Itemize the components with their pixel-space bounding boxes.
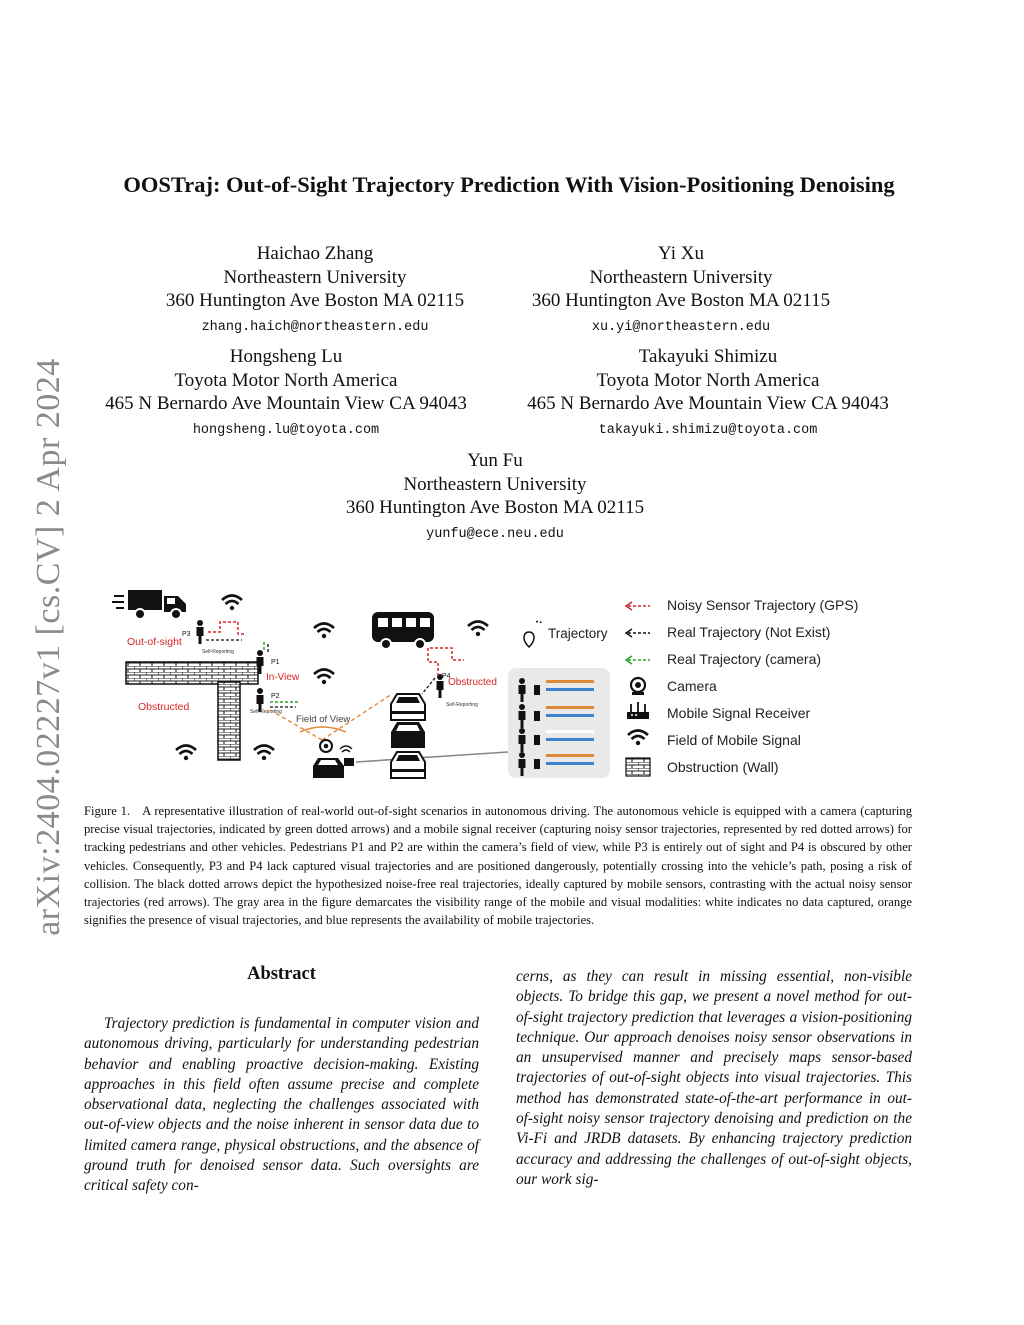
author-email[interactable]: yunfu@ece.neu.edu: [426, 526, 564, 542]
paper-title: OOSTraj: Out-of-Sight Trajectory Prediction With Vision-Positioning Denoising: [123, 172, 895, 197]
p1-label: P1: [271, 659, 280, 666]
abstract-heading: Abstract: [247, 964, 316, 984]
caption-text: A representative illustration of real-world out-of-sight scenarios in autonomous driving. The autonomous vehicle is equipped with a camera (capturing precise visual trajectories, indicated by green dotted arrows) and a mobile signal receiver (capturing noisy sensor trajectories, represented by red dotted arrows) for tracking pedestrians and other vehicles. Pedestrians P1 and P2 are within the camera’s field of view, while P3 is entirely out of sight and P4 is obscured by other vehicles. Consequently, P3 and P4 lack captured visual trajectories and are positioned dangerously, potentially crossing into the vehicle’s path, posing a risk of collision. The black dotted arrows depict the hypothesized noise-free real trajectories, ideally captured by mobile sensors, contrasting with the actual noisy sensor trajectories (red arrows). The gray area in the figure demarcates the visibility range of the mobile and visual modalities: white indicates no data captured, orange signifies the presence of visual trajectories, and blue represents the availability of mobile trajectories.: [84, 804, 912, 928]
self-reporting-label: Self-Reporting: [250, 709, 282, 715]
author-block: [508, 345, 908, 440]
wifi-icon: [314, 624, 334, 639]
author-address: 465 N Bernardo Ave Mountain View CA 94043: [527, 393, 889, 414]
p4-label: P4: [442, 673, 451, 680]
ego-vehicle-icon: [313, 740, 354, 778]
trajectory-label: Trajectory: [548, 626, 608, 641]
signal-receiver-icon: [627, 702, 649, 719]
legend-mobile-receiver: Mobile Signal Receiver: [667, 705, 811, 721]
author-name: Takayuki Shimizu: [638, 346, 778, 367]
author-address: 360 Huntington Ave Boston MA 02115: [345, 497, 645, 518]
wall-icon: [218, 682, 240, 760]
author-name: Yun Fu: [467, 450, 523, 471]
obstructed-label-right: Obstructed: [448, 677, 497, 688]
camera-icon: [631, 678, 645, 695]
author-affiliation: Northeastern University: [589, 266, 773, 288]
out-of-sight-label: Out-of-sight: [127, 636, 182, 648]
figure-legend: [626, 597, 858, 776]
truck-icon: [112, 590, 186, 619]
author-name: Haichao Zhang: [256, 243, 374, 264]
wifi-icon: [254, 746, 274, 761]
legend-real-not-exist: Real Trajectory (Not Exist): [667, 624, 831, 640]
author-email[interactable]: xu.yi@northeastern.edu: [591, 319, 771, 335]
figure-label: Figure 1.: [84, 804, 131, 818]
pedestrian-p3-icon: [197, 620, 204, 644]
author-email[interactable]: hongsheng.lu@toyota.com: [192, 422, 380, 438]
author-block: [140, 242, 490, 337]
in-view-label: In-View: [266, 672, 300, 683]
author-address: 465 N Bernardo Ave Mountain View CA 94043: [105, 393, 467, 414]
p2-label: P2: [271, 693, 280, 700]
self-reporting-label: Self-Reporting: [202, 649, 234, 655]
author-affiliation: Toyota Motor North America: [596, 369, 820, 391]
legend-noisy-gps: Noisy Sensor Trajectory (GPS): [667, 597, 859, 613]
bus-icon: [372, 612, 434, 649]
author-block: [320, 449, 670, 544]
figure-1: [110, 582, 920, 782]
legend-camera: Camera: [667, 678, 717, 694]
abstract-column-1: Trajectory prediction is fundamental in computer vision and autonomous driving, particularly for understanding pedestrian behavior and enabling proactive decision-making. Existing approaches in this field often assume precise and complete observational data, neglecting the challenges associated with out-of-view objects and the noise inherent in sensor data due to limited camera range, physical obstructions, and the absence of ground truth for denoised sensor data. Such oversights are critical safety con-: [84, 1015, 479, 1195]
field-of-view-label: Field of View: [296, 714, 351, 725]
car-icon: [391, 694, 425, 720]
author-affiliation: Toyota Motor North America: [174, 369, 398, 391]
scenario-illustration: [110, 582, 920, 782]
wifi-icon: [222, 596, 242, 611]
arxiv-watermark: arXiv:2404.02227v1 [cs.CV] 2 Apr 2024: [30, 358, 67, 936]
wifi-icon: [314, 670, 334, 685]
figure-caption: [84, 802, 912, 929]
car-icon: [391, 722, 425, 748]
author-affiliation: Northeastern University: [403, 473, 587, 495]
author-email[interactable]: zhang.haich@northeastern.edu: [201, 319, 429, 335]
wifi-icon: [628, 731, 648, 746]
wifi-icon: [468, 622, 488, 637]
abstract-column-2: cerns, as they can result in missing essential, non-visible objects. To bridge this gap, we present a novel method for out-of-sight trajectory prediction that leverages a vision-positioning technique. Our approach denoises noisy sensor observations in an unsupervised manner and precisely maps sensor-based trajectories of out-of-sight objects into visual trajectories. This method has demonstrated state-of-the-art performance in out-of-sight noisy sensor trajectory denoising and prediction on the Vi-Fi and JRDB datasets. By enhancing trajectory prediction accuracy and addressing the challenges of out-of-sight objects, our work sig-: [516, 968, 912, 1188]
author-block: [86, 345, 486, 440]
legend-obstruction: Obstruction (Wall): [667, 759, 779, 775]
trajectory-pin-icon: [524, 621, 542, 647]
legend-real-camera: Real Trajectory (camera): [667, 651, 822, 667]
author-block: [506, 242, 856, 337]
author-affiliation: Northeastern University: [223, 266, 407, 288]
author-email[interactable]: takayuki.shimizu@toyota.com: [598, 422, 818, 438]
car-icon: [391, 752, 425, 778]
author-address: 360 Huntington Ave Boston MA 02115: [531, 290, 831, 311]
author-address: 360 Huntington Ave Boston MA 02115: [165, 290, 465, 311]
wall-icon: [626, 758, 650, 776]
author-name: Hongsheng Lu: [229, 346, 343, 367]
wifi-icon: [176, 746, 196, 761]
author-name: Yi Xu: [658, 243, 704, 264]
wall-icon: [126, 662, 258, 684]
p3-label: P3: [182, 631, 191, 638]
obstructed-label-left: Obstructed: [138, 701, 190, 713]
legend-mobile-field: Field of Mobile Signal: [667, 732, 801, 748]
self-reporting-label: Self-Reporting: [446, 702, 478, 708]
